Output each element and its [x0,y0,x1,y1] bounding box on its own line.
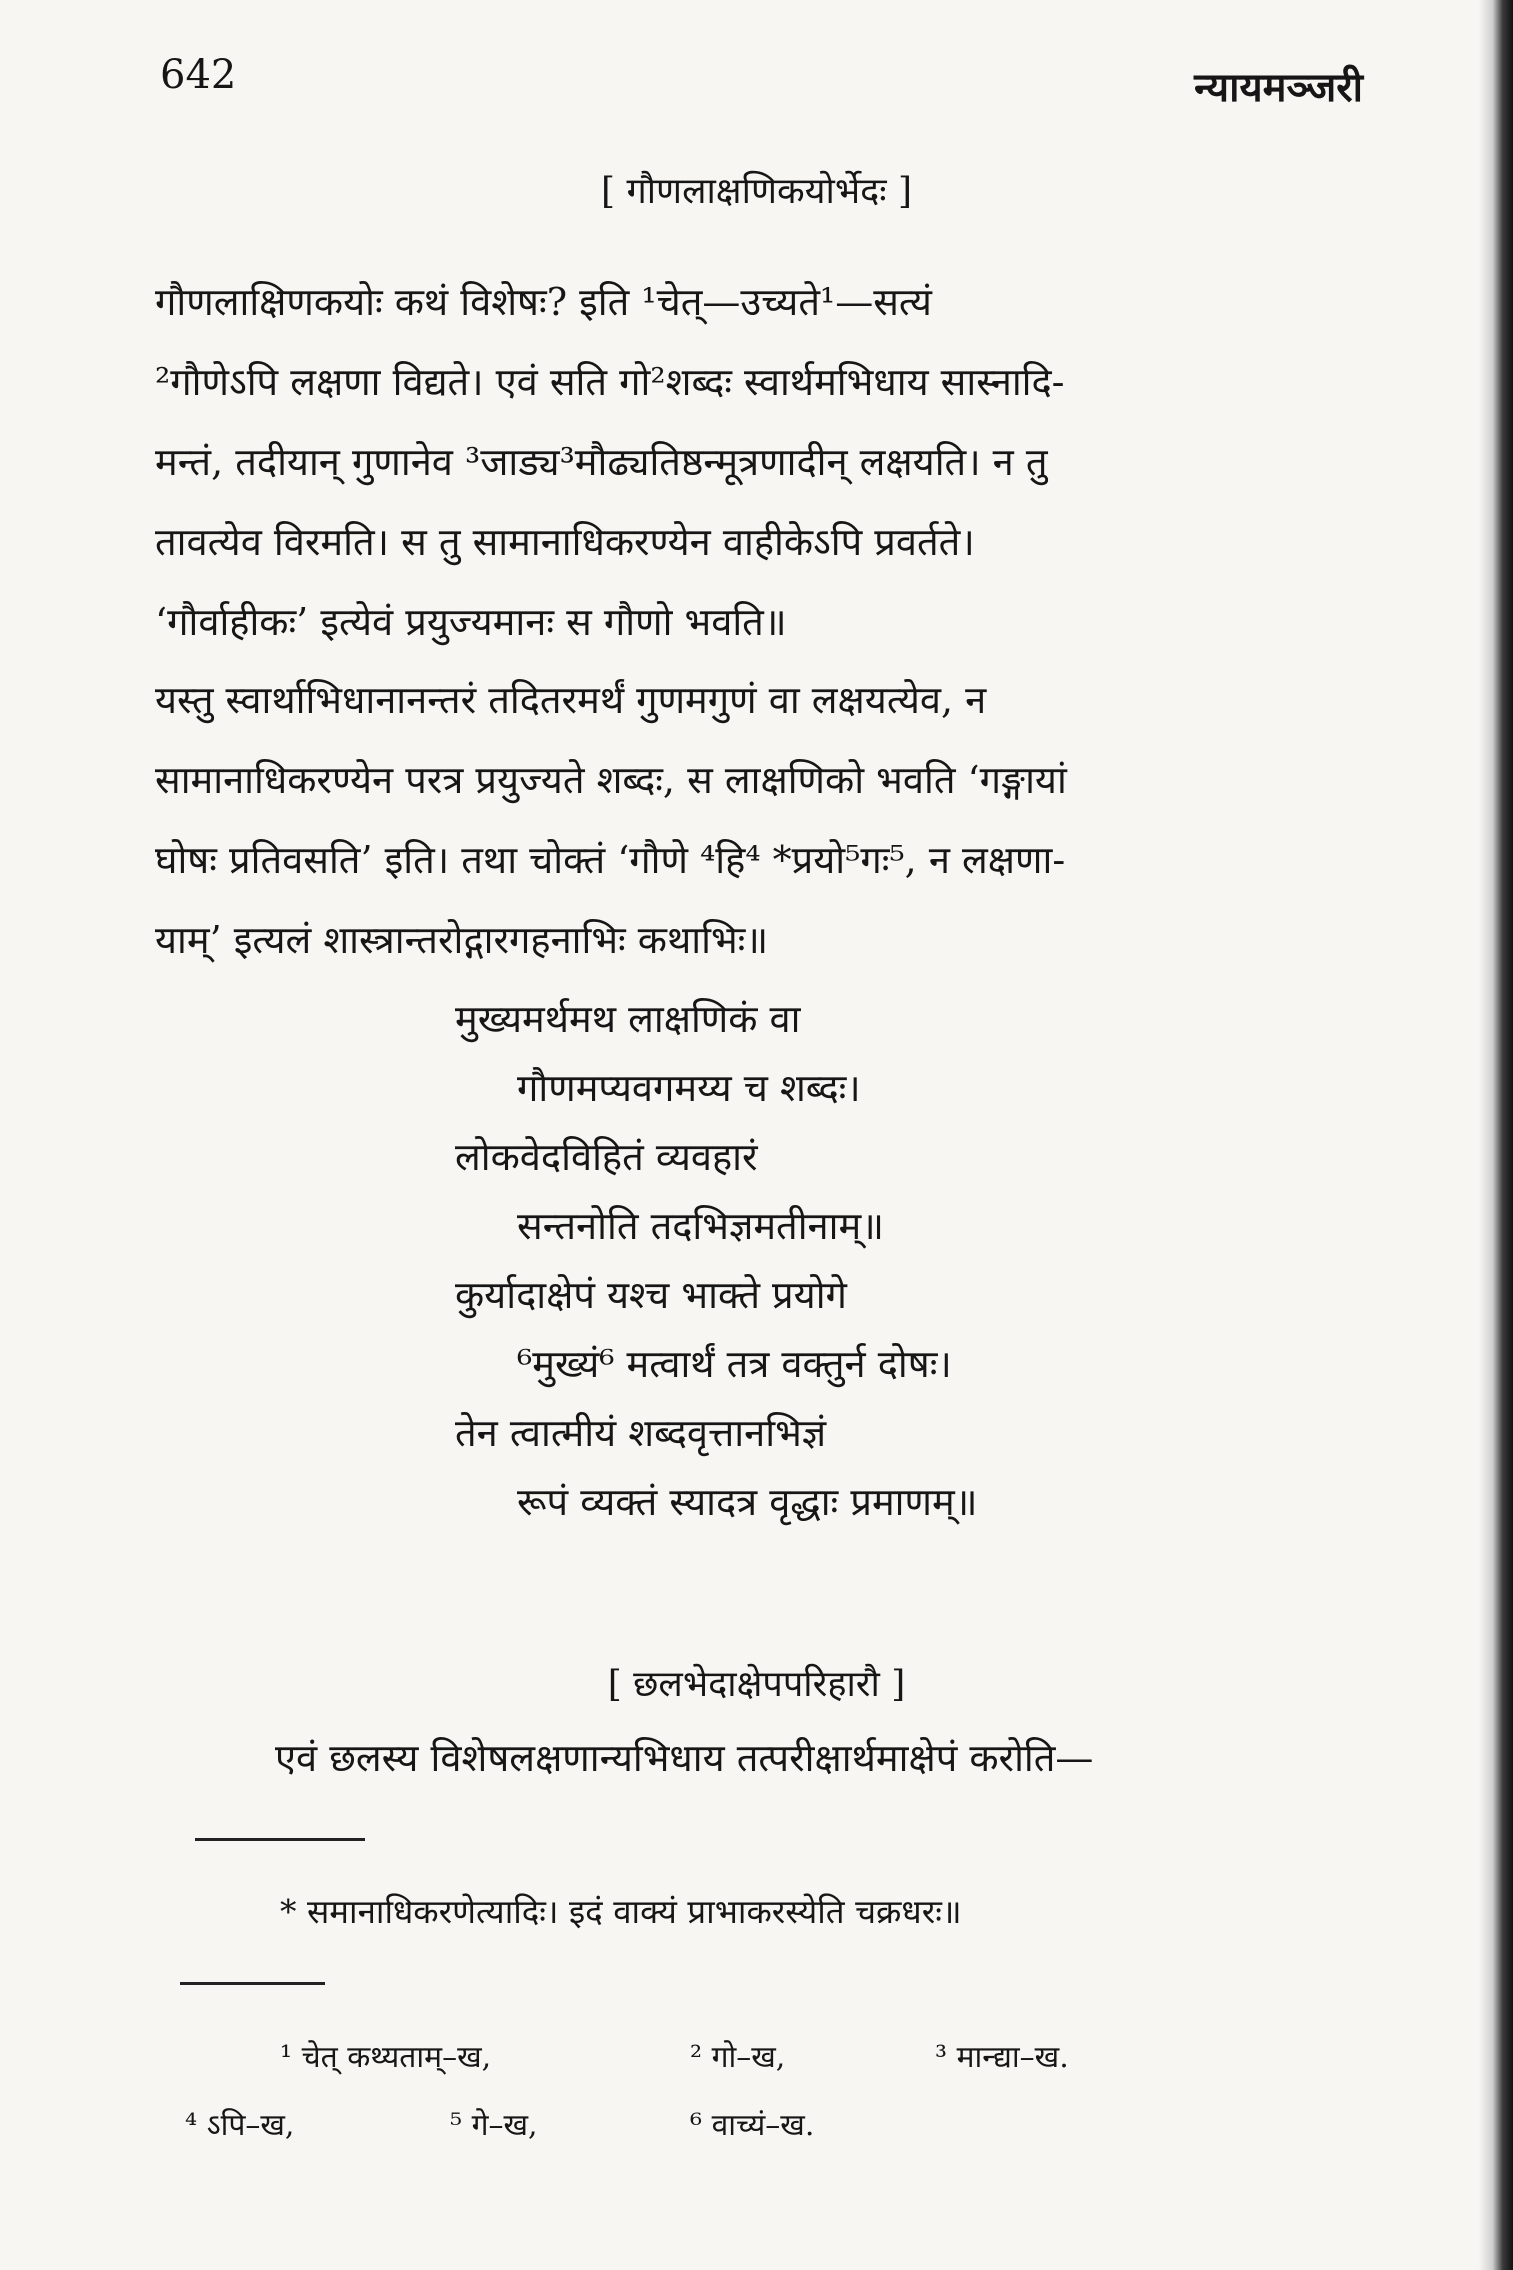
variant-footnote: ² गो–ख, [690,2040,786,2075]
paragraph-line: ²गौणेऽपि लक्षणा विद्यते। एवं सति गो²शब्दः स्वार्थमभिधाय सास्नादि- [155,360,1065,404]
variant-footnote: ¹ चेत् कथ्यताम्–ख, [280,2040,492,2075]
variant-footnote: ⁴ ऽपि–ख, [185,2108,295,2143]
variant-footnote: ⁵ गे–ख, [450,2108,538,2143]
verse-line: सन्तनोति तदभिज्ञमतीनाम्॥ [517,1204,884,1248]
paragraph-2 [155,660,1365,980]
page-number: 642 [160,52,237,98]
paragraph-line: तावत्येव विरमति। स तु सामानाधिकरण्येन वाहीकेऽपि प्रवर्तते। [155,520,975,564]
verse-line: रूपं व्यक्तं स्यादत्र वृद्धाः प्रमाणम्॥ [517,1480,978,1524]
paragraph-line: गौणलाक्षिणकयोः कथं विशेषः? इति ¹चेत्—उच्यते¹—सत्यं [155,280,932,324]
paragraph-3 [275,1718,1375,1798]
footnote-rule [180,1982,325,1985]
paragraph-1 [155,262,1365,662]
paragraph-line: घोषः प्रतिवसति’ इति। तथा चोक्तं ‘गौणे ⁴हि⁴ *प्रयो⁵गः⁵, न लक्षणा- [155,838,1066,882]
paragraph-line: याम्’ इत्यलं शास्त्रान्तरोद्गारगहनाभिः कथाभिः॥ [155,918,769,962]
paragraph-line: यस्तु स्वार्थाभिधानानन्तरं तदितरमर्थं गुणमगुणं वा लक्षयत्येव, न [155,678,987,722]
page-binding-edge [1479,0,1513,2270]
variant-footnote: ⁶ वाच्यं–ख. [690,2108,815,2143]
footnote-star: * समानाधिकरणेत्यादिः। इदं वाक्यं प्राभाकरस्येति चक्रधरः॥ [280,1892,962,1931]
section-heading: [ गौणलाक्षणिकयोर्भेदः ] [600,171,913,212]
footnote-rule [195,1838,365,1841]
verse-line: कुर्यादाक्षेपं यश्च भाक्ते प्रयोगे [455,1273,847,1317]
variant-footnote: ³ मान्द्या–ख. [935,2040,1069,2075]
paragraph-line: ‘गौर्वाहीकः’ इत्येवं प्रयुज्यमानः स गौणो भवति॥ [155,600,787,644]
verse-block [455,985,977,1537]
section-heading: [ छलभेदाक्षेपपरिहारौ ] [607,1664,906,1705]
running-title: न्यायमञ्जरी [1194,64,1363,111]
paragraph-line: सामानाधिकरण्येन परत्र प्रयुज्यते शब्दः, स लाक्षणिको भवति ‘गङ्गायां [155,758,1067,802]
verse-line: गौणमप्यवगमय्य च शब्दः। [517,1066,861,1110]
paragraph-line: एवं छलस्य विशेषलक्षणान्यभिधाय तत्परीक्षार्थमाक्षेपं करोति— [275,1736,1094,1780]
verse-line: मुख्यमर्थमथ लाक्षणिकं वा [455,997,801,1041]
verse-line: ⁶मुख्यं⁶ मत्वार्थं तत्र वक्तुर्न दोषः। [517,1342,952,1386]
paragraph-line: मन्तं, तदीयान् गुणानेव ³जाड्य³मौढ्यतिष्ठन्मूत्रणादीन् लक्षयति। न तु [155,440,1048,484]
verse-line: तेन त्वात्मीयं शब्दवृत्तानभिज्ञं [455,1411,827,1455]
verse-line: लोकवेदविहितं व्यवहारं [455,1135,758,1179]
